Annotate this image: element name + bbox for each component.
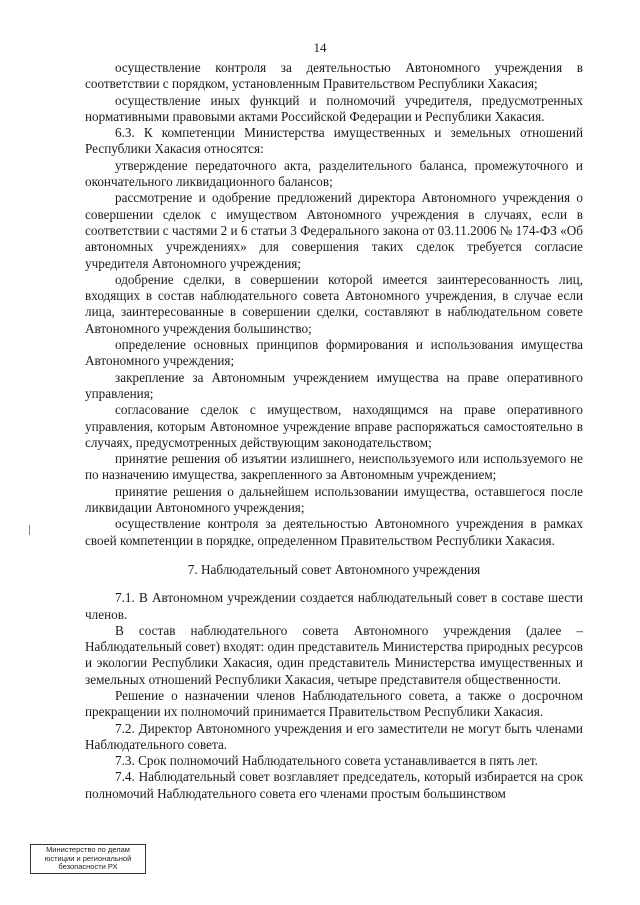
paragraph: 7.4. Наблюдательный совет возглавляет председатель, который избирается на срок полномочий Наблюдательного совета его членами простым большинством xyxy=(85,769,583,801)
document-body xyxy=(85,60,583,802)
paragraph: рассмотрение и одобрение предложений директора Автономного учреждения о совершении сделок с имуществом Автономного учреждения в случаях, если в соответствии с частями 2 и 6 статьи 3 Федерального закона от 03.11.2006 № 174-ФЗ «Об автономных учреждениях» для совершения таких сделок требуется согласие учредителя Автономного учреждения; xyxy=(85,190,583,271)
stamp-line: Министерство по делам xyxy=(46,845,130,854)
section-heading: 7. Наблюдательный совет Автономного учреждения xyxy=(187,561,481,577)
paragraph: 6.3. К компетенции Министерства имущественных и земельных отношений Республики Хакасия относятся: xyxy=(85,125,583,157)
paragraph: согласование сделок с имуществом, находящимся на праве оперативного управления, которым Автономное учреждение вправе распоряжаться самостоятельно в случаях, предусмотренных действующим законодательством; xyxy=(85,402,583,450)
paragraph: одобрение сделки, в совершении которой имеется заинтересованность лиц, входящих в состав наблюдательного совета Автономного учреждения, в случае если лица, заинтересованные в совершении сделки, составляют в наблюдательном совете Автономного учреждения большинство; xyxy=(85,271,583,336)
paragraph: закрепление за Автономным учреждением имущества на праве оперативного управления; xyxy=(85,369,583,401)
paragraph: 7.2. Директор Автономного учреждения и его заместители не могут быть членами Наблюдательного совета. xyxy=(85,720,583,752)
paragraph: осуществление контроля за деятельностью Автономного учреждения в рамках своей компетенции в порядке, определенном Правительством Республики Хакасия. xyxy=(85,516,583,548)
paragraph: принятие решения об изъятии излишнего, неиспользуемого или используемого не по назначению имущества, закрепленного за Автономным учреждением; xyxy=(85,451,583,483)
paragraph: В состав наблюдательного совета Автономного учреждения (далее – Наблюдательный совет) входят: один представитель Министерства природных ресурсов и экологии Республики Хакасия, один представитель Министерства имущественных и земельных отношений Республики Хакасия, четыре представителя общественности. xyxy=(85,622,583,687)
paragraph: Решение о назначении членов Наблюдательного совета, а также о досрочном прекращении их полномочий принимается Правительством Республики Хакасия. xyxy=(85,687,583,720)
margin-mark xyxy=(29,525,30,535)
paragraph: утверждение передаточного акта, разделительного баланса, промежуточного и окончательного ликвидационного балансов; xyxy=(85,157,583,190)
paragraph: 7.3. Срок полномочий Наблюдательного совета устанавливается в пять лет. xyxy=(115,753,538,769)
paragraph: определение основных принципов формирования и использования имущества Автономного учреждения; xyxy=(85,337,583,369)
page-number: 14 xyxy=(313,40,327,55)
registration-stamp xyxy=(30,844,146,874)
paragraph: принятие решения о дальнейшем использовании имущества, оставшегося после ликвидации Автономного учреждения; xyxy=(85,483,583,516)
paragraph: осуществление контроля за деятельностью Автономного учреждения в соответствии с порядком, установленным Правительством Республики Хакасия; xyxy=(85,60,583,92)
stamp-line: безопасности РХ xyxy=(58,862,118,871)
stamp-line: юстиции и региональной xyxy=(44,853,132,863)
paragraph: 7.1. В Автономном учреждении создается наблюдательный совет в составе шести членов. xyxy=(85,590,583,622)
paragraph: осуществление иных функций и полномочий учредителя, предусмотренных нормативными правовыми актами Российской Федерации и Республики Хакасия. xyxy=(85,92,583,124)
